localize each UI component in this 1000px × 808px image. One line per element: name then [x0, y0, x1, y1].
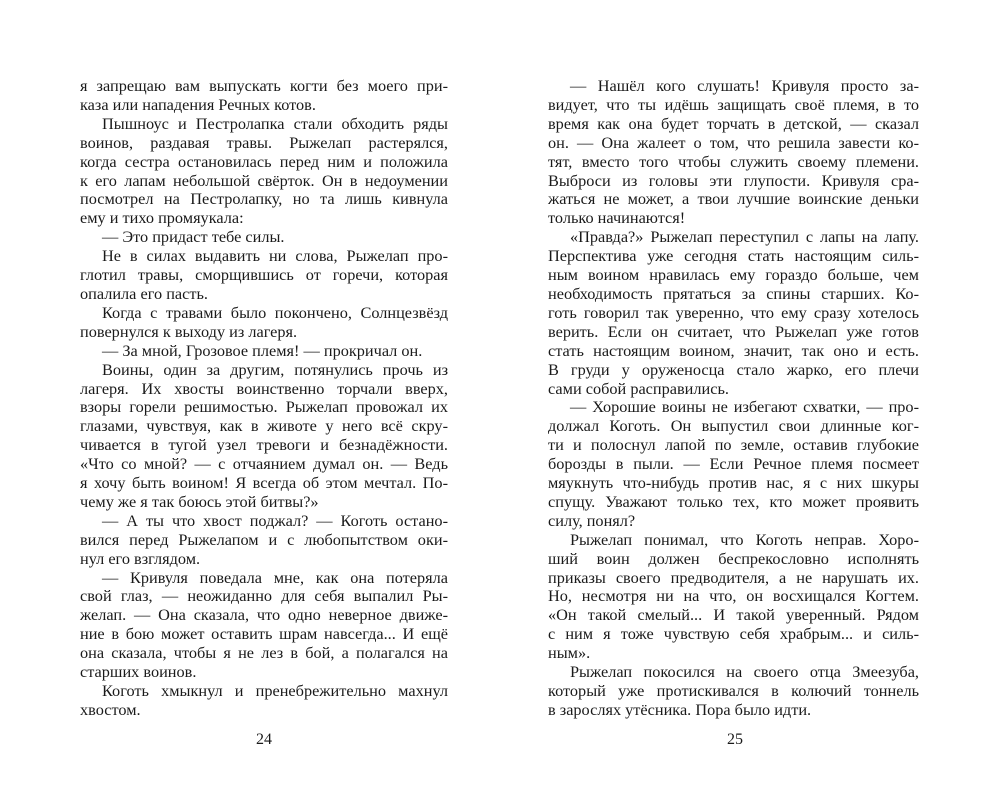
text-line: Воины, один за другим, потянулись прочь из — [102, 359, 448, 379]
text-line: Пышноус и Пестролапка стали обходить ряды — [102, 113, 448, 133]
text-line: Не в силах выдавить ни слова, Рыжелап про- — [102, 246, 448, 266]
text-line: каза или нападения Речных котов. — [80, 94, 316, 114]
text-line: силу, понял? — [548, 510, 636, 530]
text-line: время как она будет торчать в детской, — сказал — [548, 113, 919, 133]
paragraph — [80, 682, 448, 720]
text-line: борозды в пыли. — Если Речное племя посмеет — [548, 454, 919, 474]
text-line: Выброси из головы эти глупости. Кривуля сра- — [548, 170, 919, 190]
text-line: В груди у оруженосца стало жарко, его плечи — [548, 359, 919, 379]
text-line: она сказала, чтобы я не лез в бой, а полагался на — [80, 643, 448, 663]
text-line: жаться не может, а твои лучшие воинские деньки — [548, 189, 919, 209]
paragraph — [80, 77, 448, 115]
text-line: глазами, чувствуя, как в животе у него всё скру- — [80, 416, 448, 436]
text-line: повернулся к выходу из лагеря. — [80, 321, 298, 341]
text-line: должал Коготь. Он выпустил свои длинные ког- — [548, 416, 919, 436]
paragraph — [548, 77, 919, 228]
text-line: глотил травы, сморщившись от горечи, которая — [80, 265, 448, 285]
text-line: ший воин должен беспрекословно исполнять — [548, 548, 919, 568]
paragraph — [548, 398, 919, 530]
page-number: 24 — [256, 731, 272, 748]
text-line: необходимость прятаться за спины старших. Ко- — [548, 283, 919, 303]
text-line: — За мной, Грозовое племя! — прокричал он. — [102, 340, 423, 360]
paragraph — [80, 569, 448, 682]
text-line: желап. — Она сказала, что одно неверное движе- — [80, 605, 448, 625]
text-line: старших воинов. — [80, 662, 197, 682]
paragraph — [80, 228, 448, 247]
text-line: опалила его пасть. — [80, 283, 208, 303]
text-line: «Что со мной? — с отчаянием думал он. — Ведь — [80, 454, 448, 474]
paragraph — [80, 247, 448, 304]
text-line: готь говорил так уверенно, что ему сразу хотелось — [548, 302, 919, 322]
text-line: ным». — [548, 643, 591, 663]
text-line: вился перед Рыжелапом и с любопытством оки- — [80, 529, 448, 549]
text-line: — Нашёл кого слушать! Кривуля просто за- — [570, 76, 919, 95]
text-line: он. — Она жалеет о том, что решила завести ко- — [548, 132, 919, 152]
paragraph — [80, 304, 448, 342]
text-line: я хочу быть воином! Я всегда об этом мечтал. По- — [80, 473, 448, 493]
paragraph — [80, 361, 448, 512]
text-line: Коготь хмыкнул и пренебрежительно махнул — [102, 681, 448, 700]
paragraph — [80, 342, 448, 361]
text-line: Но, несмотря ни на что, он восхищался Когтем. — [548, 586, 919, 606]
text-line: «Он такой смелый... И такой уверенный. Рядом — [548, 605, 919, 625]
text-line: только начинаются! — [548, 208, 686, 228]
text-line: ти и полоснул лапой по земле, оставив глубокие — [548, 435, 919, 455]
paragraph — [548, 663, 919, 720]
text-line: Перспектива уже сегодня стать настоящим силь- — [548, 246, 919, 266]
text-line: Рыжелап покосился на своего отца Змеезуба, — [570, 662, 919, 682]
text-line: хвостом. — [80, 699, 141, 719]
text-line: видует, что ты идёшь защищать своё племя, в то — [548, 94, 919, 114]
text-line: в зарослях утёсника. Пора было идти. — [548, 699, 812, 719]
text-line: сами собой расправились. — [548, 378, 729, 398]
text-line: стать настоящим воином, значит, так оно и есть. — [548, 340, 919, 360]
text-line: чивается в тугой узел тревоги и безнадёжности. — [80, 435, 448, 455]
text-line: Рыжелап понимал, что Коготь неправ. Хоро- — [570, 529, 919, 549]
text-line: ние в бою может оставить шрам навсегда... И ещё — [80, 624, 448, 644]
text-line: Когда с травами было покончено, Солнцезвёзд — [102, 302, 448, 322]
paragraph — [548, 228, 919, 398]
page-text — [548, 77, 919, 720]
text-line: свой глаз, — неожиданно для себя выпалил Ры- — [80, 586, 448, 606]
text-line: ным воином нравилась ему гораздо больше, чем — [548, 265, 919, 285]
text-line: нул его взглядом. — [80, 548, 201, 568]
text-line: чему же я так боюсь этой битвы?» — [80, 491, 319, 511]
paragraph — [80, 115, 448, 228]
text-line: к его лапам небольшой свёрток. Он в недоумении — [80, 170, 448, 190]
text-line: верить. Если он считает, что Рыжелап уже готов — [548, 321, 919, 341]
text-line: мяукнуть что-нибудь против нас, я с них шкуры — [548, 473, 919, 493]
text-line: — Хорошие воины не избегают схватки, — про- — [570, 397, 919, 417]
text-line: спущу. Уважают только тех, кто может проявить — [548, 491, 919, 511]
paragraph — [548, 531, 919, 663]
text-line: ему и тихо промяукала: — [80, 208, 244, 228]
text-line: лагеря. Их хвосты воинственно торчали вверх, — [80, 378, 448, 398]
text-line: «Правда?» Рыжелап переступил с лапы на лапу. — [570, 227, 919, 247]
text-line: воинов, раздавая травы. Рыжелап растерялся, — [80, 132, 448, 152]
text-line: с ним я тоже чувствую себя храбрым... и силь- — [548, 624, 919, 644]
text-line: — Это придаст тебе силы. — [102, 227, 285, 247]
text-line: — А ты что хвост поджал? — Коготь остано- — [102, 510, 448, 530]
text-line: приказы своего предводителя, а не нарушать их. — [548, 567, 919, 587]
page-text — [80, 77, 448, 720]
text-line: — Кривуля поведала мне, как она потеряла — [102, 567, 448, 587]
text-line: тят, вместо того чтобы служить своему племени. — [548, 151, 919, 171]
text-line: который уже протискивался в колючий тоннель — [548, 681, 919, 700]
text-line: взоры горели решимостью. Рыжелап провожал их — [80, 397, 448, 417]
paragraph — [80, 512, 448, 569]
page-number: 25 — [727, 731, 743, 748]
text-line: посмотрел на Пестролапку, но та лишь кивнула — [80, 189, 448, 209]
text-line: я запрещаю вам выпускать когти без моего при- — [80, 76, 448, 95]
text-line: когда сестра остановилась перед ним и положила — [80, 151, 448, 171]
